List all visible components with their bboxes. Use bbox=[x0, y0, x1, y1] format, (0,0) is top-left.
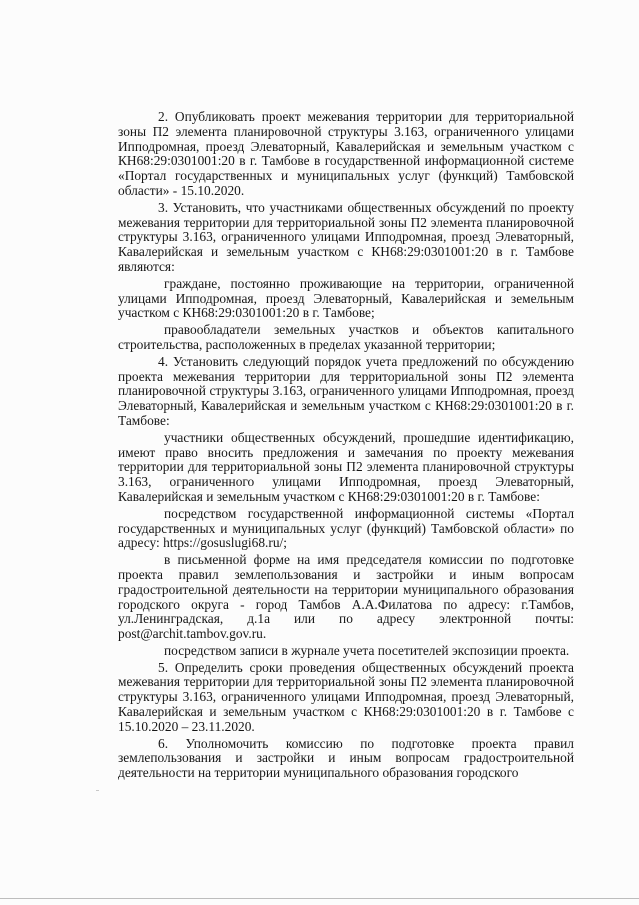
scan-artifact bbox=[96, 790, 99, 791]
paragraph-item-2: 2. Опубликовать проект межевания территории для территориальной зоны П2 элемента планировочной структуры 3.163, ограниченного улицами Ипподромная, проезд Элеваторный, Кавалерийская и земельным участком с КН68:29:0301001:20 в г. Тамбове в государственной информационной системе «Портал государственных и муниципальных услуг (функций) Тамбовской области» - 15.10.2020. bbox=[118, 109, 574, 198]
paragraph-item-3: 3. Установить, что участниками общественных обсуждений по проекту межевания территории для территориальной зоны П2 элемента планировочной структуры 3.163, ограниченного улицами Ипподромная, проезд Элеваторный, Кавалерийская и земельным участком с КН68:29:0301001:20 в г. Тамбове являются: bbox=[118, 199, 574, 274]
paragraph-participants-owners: правообладатели земельных участков и объектов капитального строительства, расположенных в пределах указанной территории; bbox=[118, 322, 574, 352]
paragraph-item-4: 4. Установить следующий порядок учета предложений по обсуждению проекта межевания территории для территориальной зоны П2 элемента планировочной структуры 3.163, ограниченного улицами Ипподромная, проезд Элеваторный, Кавалерийская и земельным участком с КН68:29:0301001:20 в г. Тамбове: bbox=[118, 353, 574, 428]
document-body bbox=[118, 110, 574, 783]
paragraph-item-6: 6. Уполномочить комиссию по подготовке проекта правил землепользования и застройки и иным вопросам градостроительной деятельности на территории муниципального образования городского bbox=[118, 735, 574, 781]
paragraph-participants-residents: граждане, постоянно проживающие на территории, ограниченной улицами Ипподромная, проезд Элеваторный, Кавалерийская и земельным участком с КН68:29:0301001:20 в г. Тамбове; bbox=[118, 275, 574, 321]
paragraph-participants-rights: участники общественных обсуждений, прошедшие идентификацию, имеют право вносить предложения и замечания по проекту межевания территории для территориальной зоны П2 элемента планировочной структуры 3.163, ограниченного улицами Ипподромная, проезд Элеваторный, Кавалерийская и земельным участком с КН68:29:0301001:20 в г. Тамбове: bbox=[118, 429, 574, 504]
paragraph-method-written: в письменной форме на имя председателя комиссии по подготовке проекта правил землепользования и застройки и иным вопросам градостроительной деятельности на территории муниципального образования городского округа - город Тамбов А.А.Филатова по адресу: г.Тамбов, ул.Ленинградская, д.1а или по адресу электронной почты: post@archit.tambov.gov.ru. bbox=[118, 552, 574, 642]
paragraph-method-portal: посредством государственной информационной системы «Портал государственных и муниципальных услуг (функций) Тамбовской области» по адресу: https://gosuslugi68.ru/; bbox=[118, 505, 574, 551]
paragraph-item-5: 5. Определить сроки проведения общественных обсуждений проекта межевания территории для территориальной зоны П2 элемента планировочной структуры 3.163, ограниченного улицами Ипподромная, проезд Элеваторный, Кавалерийская и земельным участком с КН68:29:0301001:20 в г. Тамбове с 15.10.2020 – 23.11.2020. bbox=[118, 659, 574, 734]
page-bottom-edge bbox=[0, 898, 639, 899]
paragraph-method-journal: посредством записи в журнале учета посетителей экспозиции проекта. bbox=[164, 642, 570, 658]
